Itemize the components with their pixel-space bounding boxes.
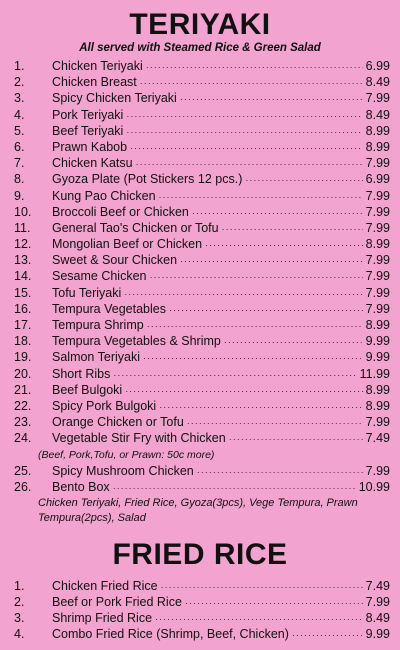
item-name: Spicy Chicken Teriyaki — [52, 91, 177, 106]
dot-leader — [192, 205, 363, 221]
dot-leader — [161, 579, 363, 595]
item-number: 22. — [14, 398, 32, 413]
item-price: 7.99 — [365, 301, 390, 316]
item-price: 7.49 — [365, 431, 390, 446]
item-name: Prawn Kabob — [52, 139, 128, 154]
item-name: Bento Box — [52, 479, 110, 494]
menu-item — [14, 90, 390, 106]
dot-leader — [180, 91, 363, 107]
item-price: 8.49 — [365, 75, 390, 90]
item-name: Chicken Fried Rice — [52, 578, 158, 593]
item-number: 5. — [14, 123, 25, 138]
item-number: 15. — [14, 285, 32, 300]
item-number: 12. — [14, 237, 32, 252]
menu-item — [14, 479, 390, 495]
menu-item — [14, 610, 390, 626]
item-price: 8.99 — [365, 139, 390, 154]
item-name: Gyoza Plate (Pot Stickers 12 pcs.) — [52, 172, 243, 187]
dot-leader — [169, 302, 363, 318]
dot-leader — [205, 237, 363, 253]
item-name: Spicy Pork Bulgoki — [52, 398, 157, 413]
menu-item — [14, 626, 390, 642]
item-price: 7.99 — [365, 188, 390, 203]
teriyaki-list — [0, 58, 400, 447]
dot-leader — [159, 399, 362, 415]
item-name: Chicken Teriyaki — [52, 59, 143, 73]
item-name: Orange Chicken or Tofu — [52, 415, 184, 430]
dot-leader — [124, 286, 362, 302]
item-name: Beef or Pork Fried Rice — [52, 595, 182, 610]
item-price: 8.99 — [365, 382, 390, 397]
dot-leader — [222, 221, 363, 237]
dot-leader — [130, 140, 363, 156]
item-price: 7.99 — [365, 285, 390, 300]
item-price: 7.99 — [365, 204, 390, 219]
item-number: 26. — [14, 479, 32, 494]
item-price: 8.49 — [365, 107, 390, 122]
dot-leader — [155, 611, 363, 627]
dot-leader — [187, 415, 363, 431]
dot-leader — [185, 595, 363, 611]
item-number: 19. — [14, 350, 32, 365]
item-price: 7.99 — [365, 156, 390, 171]
item-number: 13. — [14, 253, 32, 268]
menu-item — [14, 139, 390, 155]
item-number: 18. — [14, 334, 32, 349]
item-name: Tempura Vegetables & Shrimp — [52, 334, 221, 349]
menu-item — [14, 349, 390, 365]
item-number: 10. — [14, 204, 32, 219]
menu-item — [14, 382, 390, 398]
item-price: 7.99 — [365, 91, 390, 106]
dot-leader — [147, 318, 363, 334]
menu-item — [14, 123, 390, 139]
menu-item — [14, 58, 390, 74]
item-name: Shrimp Fried Rice — [52, 611, 153, 626]
item-name: Chicken Breast — [52, 75, 137, 90]
item-name: Sesame Chicken — [52, 269, 147, 284]
item-name: Sweet & Sour Chicken — [52, 253, 178, 268]
menu-item — [14, 398, 390, 414]
item-price: 8.49 — [365, 611, 390, 626]
dot-leader — [113, 480, 356, 496]
item-price: 10.99 — [358, 479, 390, 494]
menu-item — [14, 74, 390, 90]
item-price: 7.99 — [365, 269, 390, 284]
item-number: 3. — [14, 611, 25, 626]
item-price: 7.99 — [365, 253, 390, 268]
item-name: General Tao's Chicken or Tofu — [52, 220, 219, 235]
fried-rice-list — [0, 578, 400, 643]
teriyaki-subtitle: All served with Steamed Rice & Green Salad — [79, 42, 321, 54]
item-number: 16. — [14, 301, 32, 316]
item-number: 1. — [14, 59, 25, 73]
item-price: 7.99 — [365, 463, 390, 478]
dot-leader — [245, 172, 362, 188]
item-price: 11.99 — [359, 366, 390, 381]
item-24-note: (Beef, Pork,Tofu, or Prawn: 50c more) — [38, 448, 215, 461]
item-price: 8.99 — [365, 237, 390, 252]
item-number: 2. — [14, 75, 25, 90]
fried-rice-title: FRIED RICE — [112, 537, 288, 571]
item-number: 20. — [14, 366, 32, 381]
menu-item — [14, 285, 390, 301]
item-number: 11. — [14, 220, 31, 235]
item-number: 21. — [14, 382, 32, 397]
item-name: Tempura Vegetables — [52, 301, 166, 316]
item-name: Kung Pao Chicken — [52, 188, 156, 203]
item-name: Beef Teriyaki — [52, 123, 124, 138]
menu-item — [14, 430, 390, 446]
menu-item — [14, 188, 390, 204]
item-name: Chicken Katsu — [52, 156, 133, 171]
dot-leader — [126, 124, 362, 140]
item-price: 6.99 — [365, 59, 390, 73]
item-name: Tofu Teriyaki — [52, 285, 122, 300]
menu-item — [14, 301, 390, 317]
item-price: 9.99 — [365, 350, 390, 365]
dot-leader — [136, 156, 363, 172]
dot-leader — [125, 383, 362, 399]
teriyaki-title: TERIYAKI — [129, 8, 271, 41]
item-price: 7.99 — [365, 220, 390, 235]
menu-item — [14, 366, 390, 382]
item-number: 1. — [14, 578, 25, 593]
menu-item — [14, 204, 390, 220]
menu-item — [14, 107, 390, 123]
dot-leader — [197, 464, 363, 480]
item-number: 24. — [14, 431, 32, 446]
item-price: 8.99 — [365, 398, 390, 413]
item-number: 6. — [14, 139, 25, 154]
menu-item — [14, 268, 390, 284]
item-price: 7.99 — [365, 595, 390, 610]
item-name: Vegetable Stir Fry with Chicken — [52, 431, 226, 446]
item-name: Combo Fried Rice (Shrimp, Beef, Chicken) — [52, 627, 289, 642]
teriyaki-list-continued — [0, 463, 400, 495]
item-name: Spicy Mushroom Chicken — [52, 463, 194, 478]
menu-item — [14, 171, 390, 187]
item-number: 25. — [14, 463, 32, 478]
item-price: 8.99 — [365, 318, 390, 332]
item-name: Broccoli Beef or Chicken — [52, 204, 189, 219]
item-price: 6.99 — [365, 172, 390, 187]
dot-leader — [143, 350, 363, 366]
item-number: 4. — [14, 627, 25, 642]
item-name: Salmon Teriyaki — [52, 350, 141, 365]
dot-leader — [140, 75, 363, 91]
item-name: Tempura Shrimp — [52, 318, 144, 332]
dot-leader — [146, 59, 363, 75]
dot-leader — [229, 431, 363, 447]
item-price: 9.99 — [365, 627, 390, 642]
item-name: Short Ribs — [52, 366, 111, 381]
dot-leader — [180, 253, 363, 269]
item-name: Beef Bulgoki — [52, 382, 123, 397]
menu-item — [14, 594, 390, 610]
item-number: 14. — [14, 269, 32, 284]
item-name: Pork Teriyaki — [52, 107, 124, 122]
dot-leader — [126, 108, 362, 124]
menu-item — [14, 578, 390, 594]
menu-item — [14, 220, 390, 236]
menu-item — [14, 252, 390, 268]
dot-leader — [292, 627, 363, 643]
dot-leader — [159, 189, 363, 205]
bento-box-note: Chicken Teriyaki, Fried Rice, Gyoza(3pcs), Vege Tempura, Prawn Tempura(2pcs), Salad — [38, 496, 358, 524]
item-number: 4. — [14, 107, 25, 122]
item-number: 23. — [14, 415, 32, 430]
menu-item — [14, 236, 390, 252]
item-number: 17. — [14, 318, 32, 332]
item-number: 7. — [14, 156, 25, 171]
item-number: 2. — [14, 595, 25, 610]
item-price: 9.99 — [365, 334, 390, 349]
item-price: 7.49 — [365, 578, 390, 593]
item-name: Mongolian Beef or Chicken — [52, 237, 203, 252]
item-number: 8. — [14, 172, 25, 187]
item-number: 3. — [14, 91, 25, 106]
menu-item — [14, 463, 390, 479]
menu-item — [14, 155, 390, 171]
item-number: 9. — [14, 188, 25, 203]
menu-item — [14, 317, 390, 333]
dot-leader — [113, 367, 356, 383]
dot-leader — [224, 334, 363, 350]
dot-leader — [150, 269, 363, 285]
item-price: 7.99 — [365, 415, 390, 430]
menu-item — [14, 414, 390, 430]
item-price: 8.99 — [365, 123, 390, 138]
menu-item — [14, 333, 390, 349]
